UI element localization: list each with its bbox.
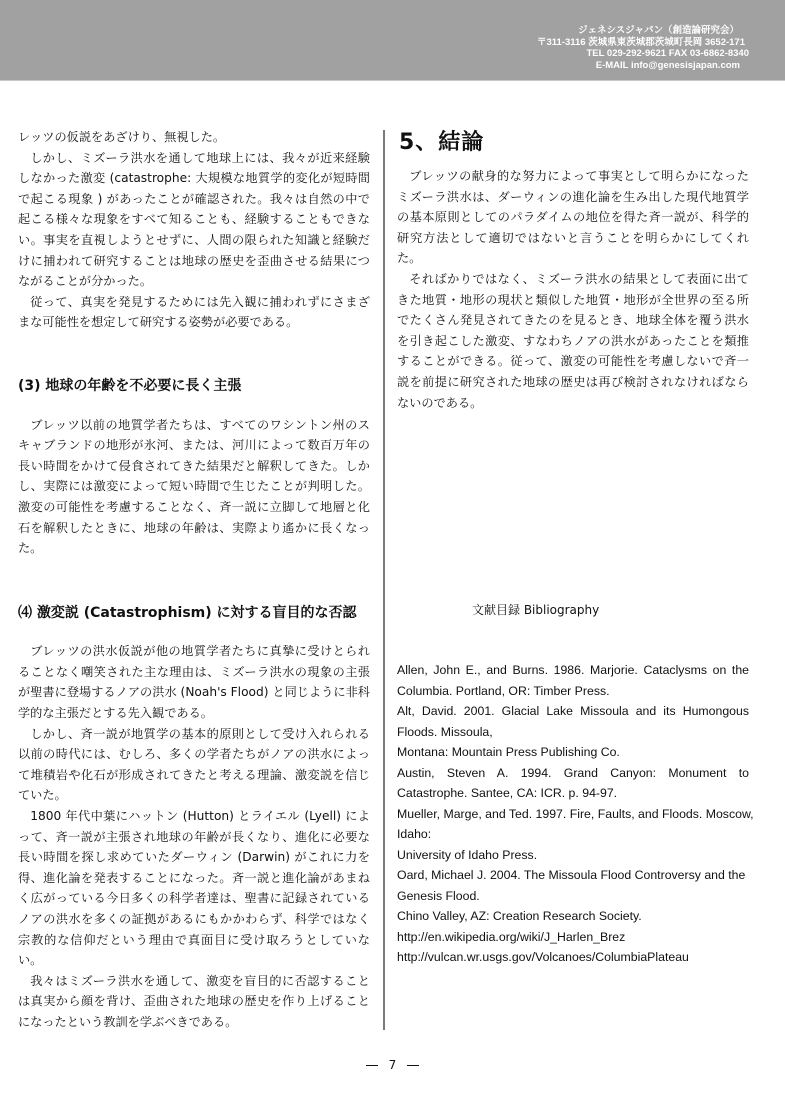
page-header [0,0,785,81]
publisher-address: 〒311-3116 茨城県東茨城郡茨城町長岡 3652-171 [536,36,745,48]
paragraph: しかし、斉一説が地質学の基本的原則として受け入れられる以前の時代には、むしろ、多くの学者たちがノアの洪水によって堆積岩や化石が形成されてきたと考える理論、激変説を信じていた。 [18,726,370,803]
bibliography-line: Alt, David. 2001. Glacial Lake Missoula and its Humongous [397,704,749,718]
bibliography-title: 文献目録 Bibliography [472,603,600,617]
left-column [18,127,370,1033]
bibliography-line: Oard, Michael J. 2004. The Missoula Flood Controversy and the [397,868,746,882]
bibliography-line: Columbia. Portland, OR: Timber Press. [397,683,610,698]
paragraph: 1800 年代中葉にハットン (Hutton) とライエル (Lyell) によって、斉一説が主張され地球の年齢が長くなり、進化に必要な長い時間を探し求めていたダーウィン (Darwin) がこれに力を得、進化論を発表することになった。斉一説と進化論があまねく広がっている今日多くの科学者達は、聖書に記録されているノアの洪水を多くの証拠があるにもかかわらず、科学ではなく宗教的な信仰だという理由で真面目に受け取ろうとしていない。 [18,809,370,968]
section-heading-4: ⑷ 激変説 (Catastrophism) に対する盲目的な否認 [18,604,357,621]
bibliography-list [397,660,754,968]
bibliography-line: Chino Valley, AZ: Creation Research Society. [397,909,642,923]
conclusion-heading: 5、結論 [399,130,485,155]
bibliography-link[interactable]: http://vulcan.wr.usgs.gov/Volcanoes/ColumbiaPlateau [397,950,689,964]
footer-dash-left [366,1065,378,1066]
bibliography-line: Montana: Mountain Press Publishing Co. [397,745,620,759]
bibliography-line: Idaho: [397,827,432,841]
paragraph: そればかりではなく、ミズーラ洪水の結果として表面に出てきた地質・地形の現状と類似した地質・地形が全世界の至る所でたくさん発見されてきたのを見るとき、地球全体を覆う洪水を引き起こした激変、すなわちノアの洪水があったことを類推することができる。従って、激変の可能性を考慮しないで斉一説を前提に研究された地球の歴史は再び検討されなければならないのである。 [397,271,749,410]
bibliography-line: Catastrophe. Santee, CA: ICR. p. 94-97. [397,786,618,800]
bibliography-link[interactable]: http://en.wikipedia.org/wiki/J_Harlen_Brez [397,929,626,944]
right-column [397,124,749,413]
paragraph: ブレッツの洪水仮説が他の地質学者たちに真摯に受けとられることなく嘲笑された主な理由は、ミズーラ洪水の現象の主張が聖書に登場するノアの洪水 (Noah's Flood) と同じように非科学的な主張だとする先入観である。 [18,644,370,721]
paragraph: しかし、ミズーラ洪水を通して地球上には、我々が近来経験しなかった激変 (catastrophe: 大規模な地質学的変化が短時間で起こる現象 ) があったことが確認された。我々は自然の中で起こる様々な現象をすべて知ることも、経験することもできない。事実を直視しようとせずに、人間の限られた知識と経験だけに捕われて研究することは地球の歴史を歪曲させる結果につながることが分かった。 [18,150,370,289]
publisher-name: ジェネシスジャパン（創造論研究会） [578,25,739,36]
paragraph: 我々はミズーラ洪水を通して、激変を盲目的に否認することは真実から顔を背け、歪曲された地球の歴史を作り上げることになったという教訓を学ぶべきである。 [18,973,370,1029]
paragraph: レッツの仮説をあざけり、無視した。 [18,130,226,144]
paragraph: ブレッツの献身的な努力によって事実として明らかになったミズーラ洪水は、ダーウィンの進化論を生み出した現代地質学の基本原則としてのパラダイムの地位を得た斉一説が、科学的研究方法として適切ではないと言うことを明らかにしてくれた。 [397,169,749,266]
bibliography-line: University of Idaho Press. [397,847,538,862]
bibliography-line: Allen, John E., and Burns. 1986. Marjorie. Cataclysms on the [397,663,749,677]
column-divider [383,130,385,1030]
paragraph: ブレッツ以前の地質学者たちは、すべてのワシントン州のスキャブランドの地形が氷河、または、河川によって数百万年の長い時間をかけて侵食されてきた結果だと解釈してきた。しかし、実際には激変によって短い時間で生じたことが判明した。激変の可能性を考慮することなく、斉一説に立脚して地層と化石を解釈したときに、地球の年齢は、実際より遙かに長くなった。 [18,417,370,556]
bibliography-line: Austin, Steven A. 1994. Grand Canyon: Monument to [397,765,749,780]
publisher-contact [537,25,749,71]
footer-dash-right [407,1065,419,1066]
bibliography-line: Genesis Flood. [397,888,480,903]
publisher-email: E-MAIL info@genesisjapan.com [595,59,740,71]
section-heading-3: (3) 地球の年齢を不必要に長く主張 [18,377,242,394]
bibliography-line: Floods. Missoula, [397,724,493,739]
page-footer [0,1058,785,1072]
bibliography-line: Mueller, Marge, and Ted. 1997. Fire, Faults, and Floods. Moscow, [397,806,754,821]
page-number: 7 [388,1058,397,1072]
paragraph: 従って、真実を発見するためには先入観に捕われずにさまざまな可能性を想定して研究する姿勢が必要である。 [18,294,370,330]
publisher-phone-fax: TEL 029-292-9621 FAX 03-6862-8340 [586,48,749,59]
